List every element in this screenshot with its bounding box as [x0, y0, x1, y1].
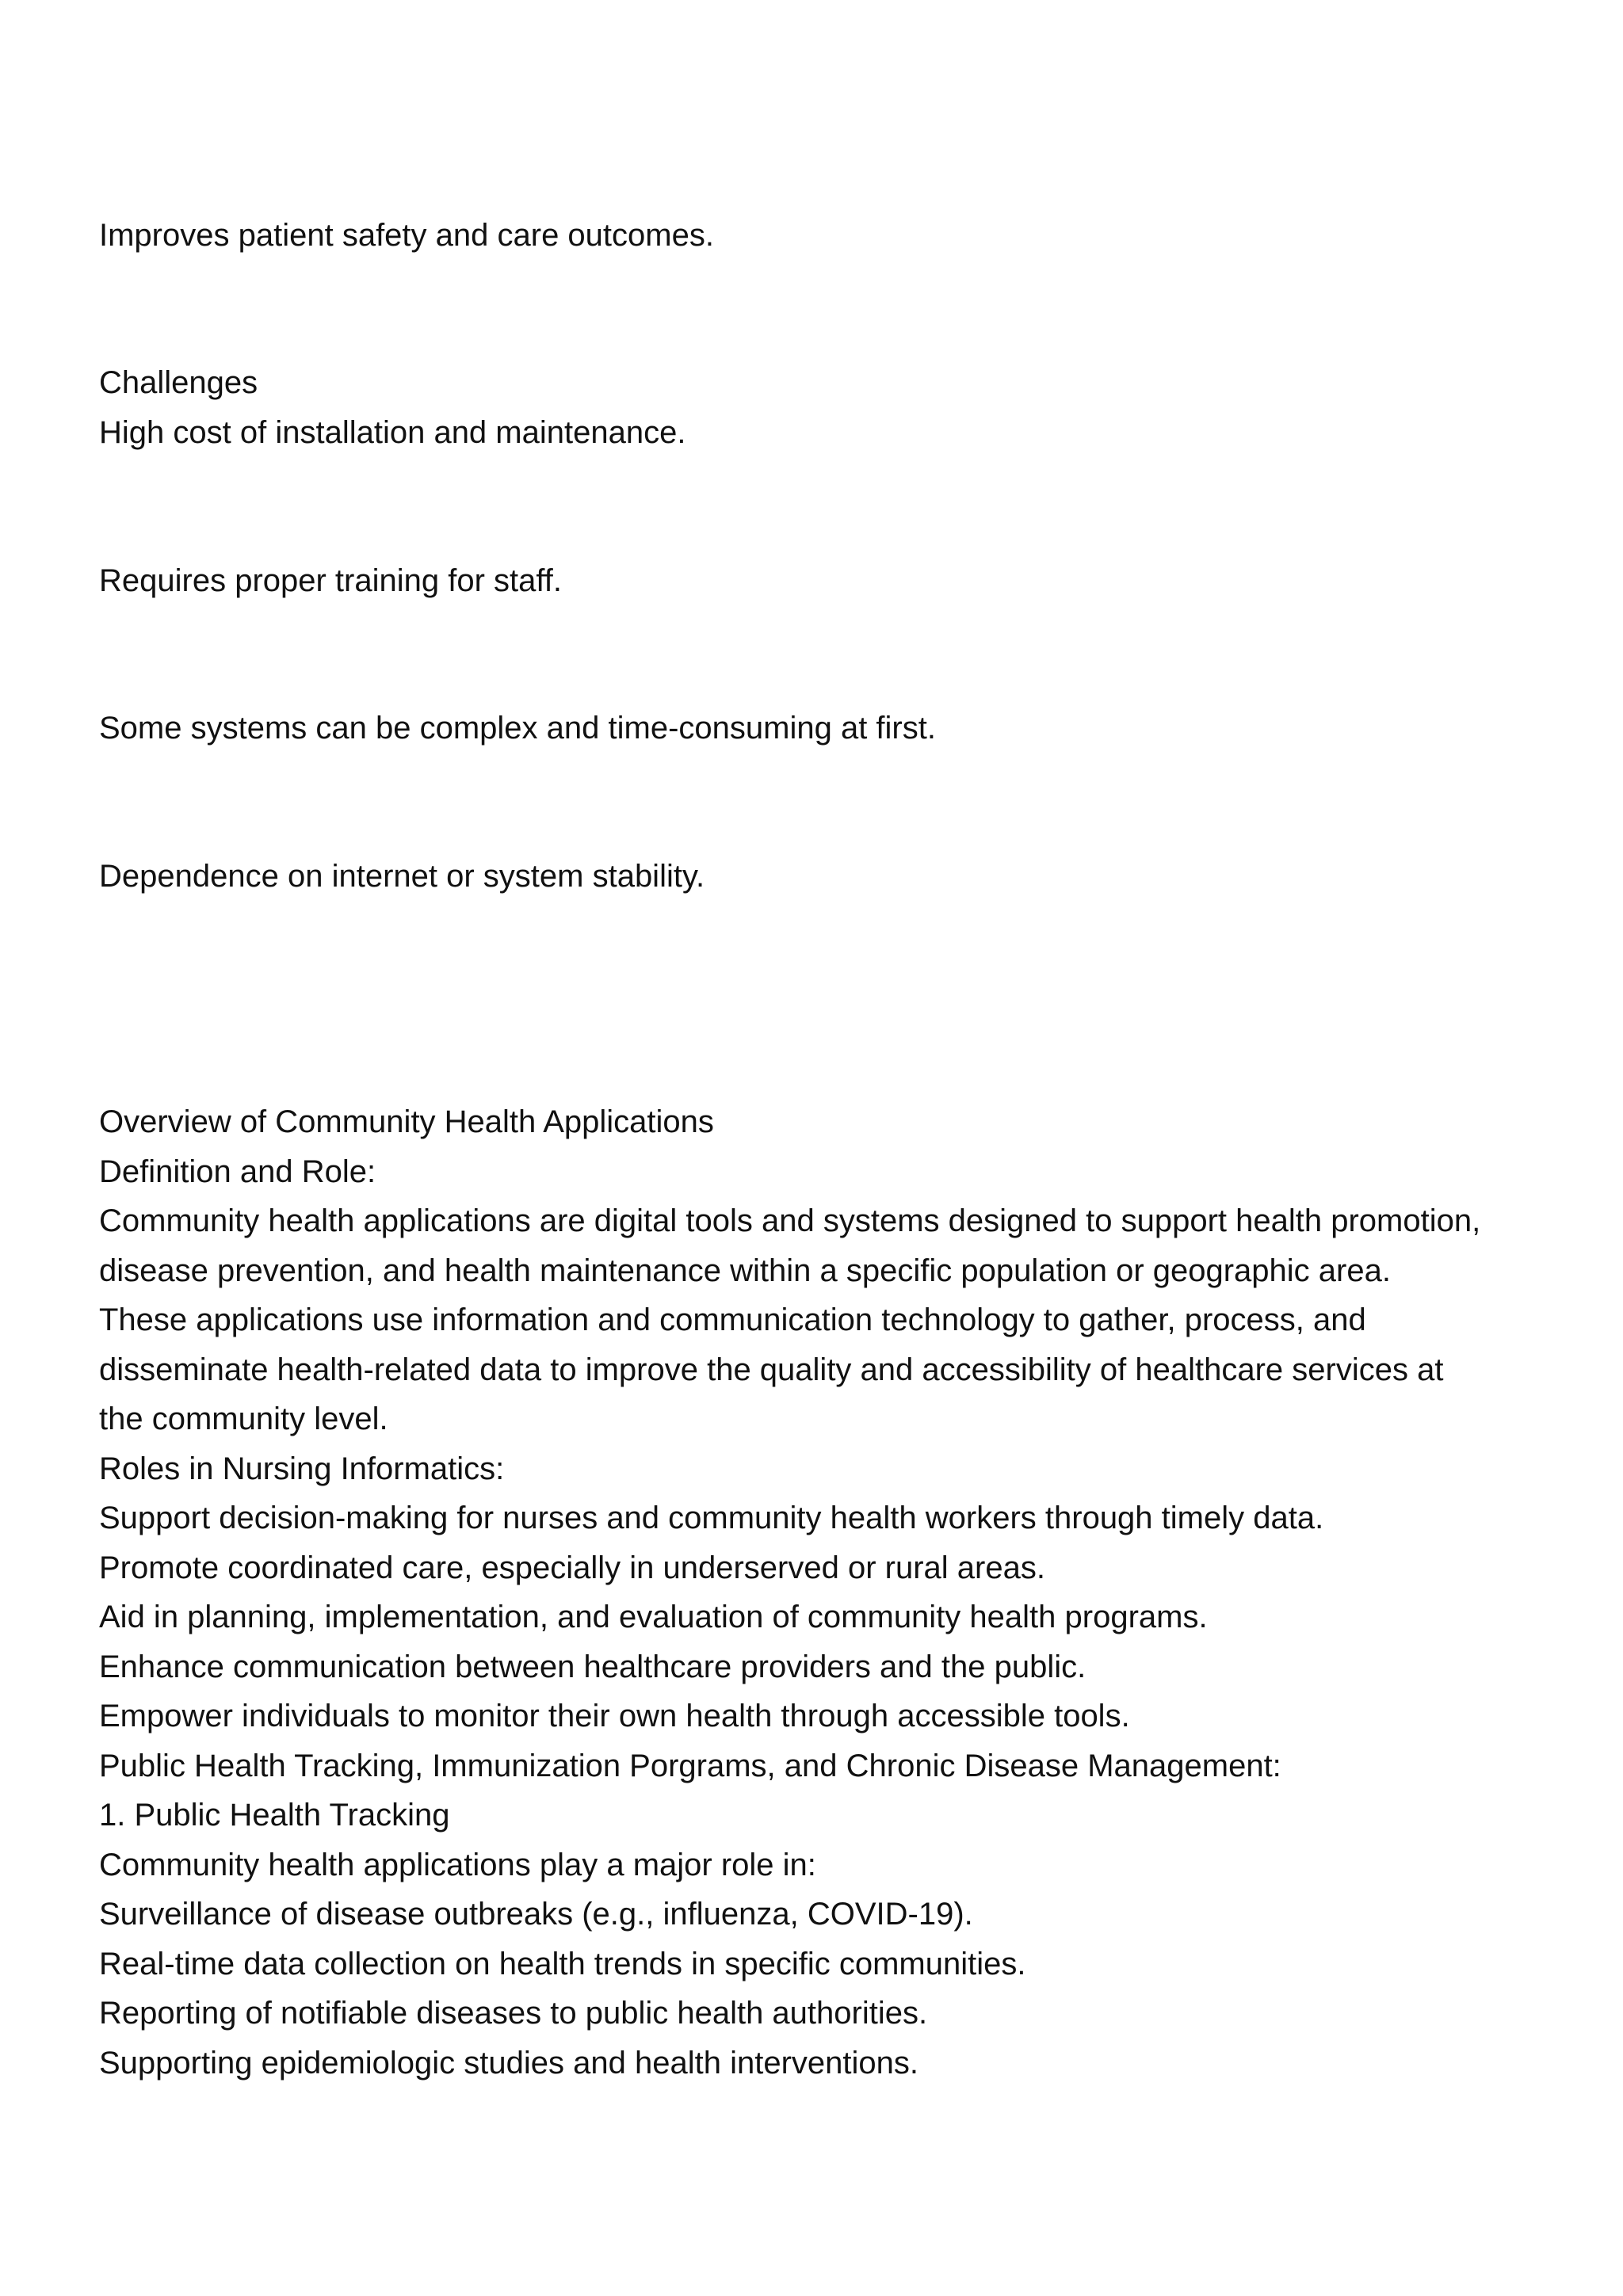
section-heading: Public Health Tracking, Immunization Porgrams, and Chronic Disease Management: [99, 1749, 1281, 1783]
subsection-item: Reporting of notifiable diseases to public health authorities. [99, 1996, 928, 2031]
role-item: Empower individuals to monitor their own health through accessible tools. [99, 1699, 1130, 1733]
challenge-item: Requires proper training for staff. [99, 563, 563, 598]
role-item: Aid in planning, implementation, and evaluation of community health programs. [99, 1600, 1208, 1634]
definition-line: disseminate health-related data to improve the quality and accessibility of healthcare services at [99, 1352, 1444, 1387]
subsection-item: Supporting epidemiologic studies and health interventions. [99, 2046, 919, 2081]
subsection-intro: Community health applications play a major role in: [99, 1848, 816, 1882]
challenge-item: Some systems can be complex and time-consuming at first. [99, 711, 936, 746]
definition-line: Community health applications are digital tools and systems designed to support health promotion, [99, 1203, 1481, 1238]
definition-line: These applications use information and communication technology to gather, process, and [99, 1302, 1366, 1337]
subsection-heading: 1. Public Health Tracking [99, 1798, 450, 1833]
role-item: Enhance communication between healthcare providers and the public. [99, 1650, 1086, 1684]
subsection-item: Real-time data collection on health trends in specific communities. [99, 1947, 1026, 1981]
role-item: Support decision-making for nurses and community health workers through timely data. [99, 1501, 1324, 1535]
definition-line: disease prevention, and health maintenance within a specific population or geographic area. [99, 1253, 1391, 1288]
definition-heading: Definition and Role: [99, 1154, 376, 1189]
challenge-item: Dependence on internet or system stability. [99, 859, 705, 894]
subsection-item: Surveillance of disease outbreaks (e.g., influenza, COVID-19). [99, 1897, 973, 1932]
challenges-heading: Challenges [99, 365, 258, 400]
role-item: Promote coordinated care, especially in underserved or rural areas. [99, 1550, 1045, 1585]
definition-line: the community level. [99, 1402, 388, 1436]
benefit-item: Improves patient safety and care outcomes. [99, 218, 714, 253]
challenge-item: High cost of installation and maintenance. [99, 415, 686, 450]
roles-heading: Roles in Nursing Informatics: [99, 1451, 505, 1486]
overview-title: Overview of Community Health Applications [99, 1104, 714, 1139]
